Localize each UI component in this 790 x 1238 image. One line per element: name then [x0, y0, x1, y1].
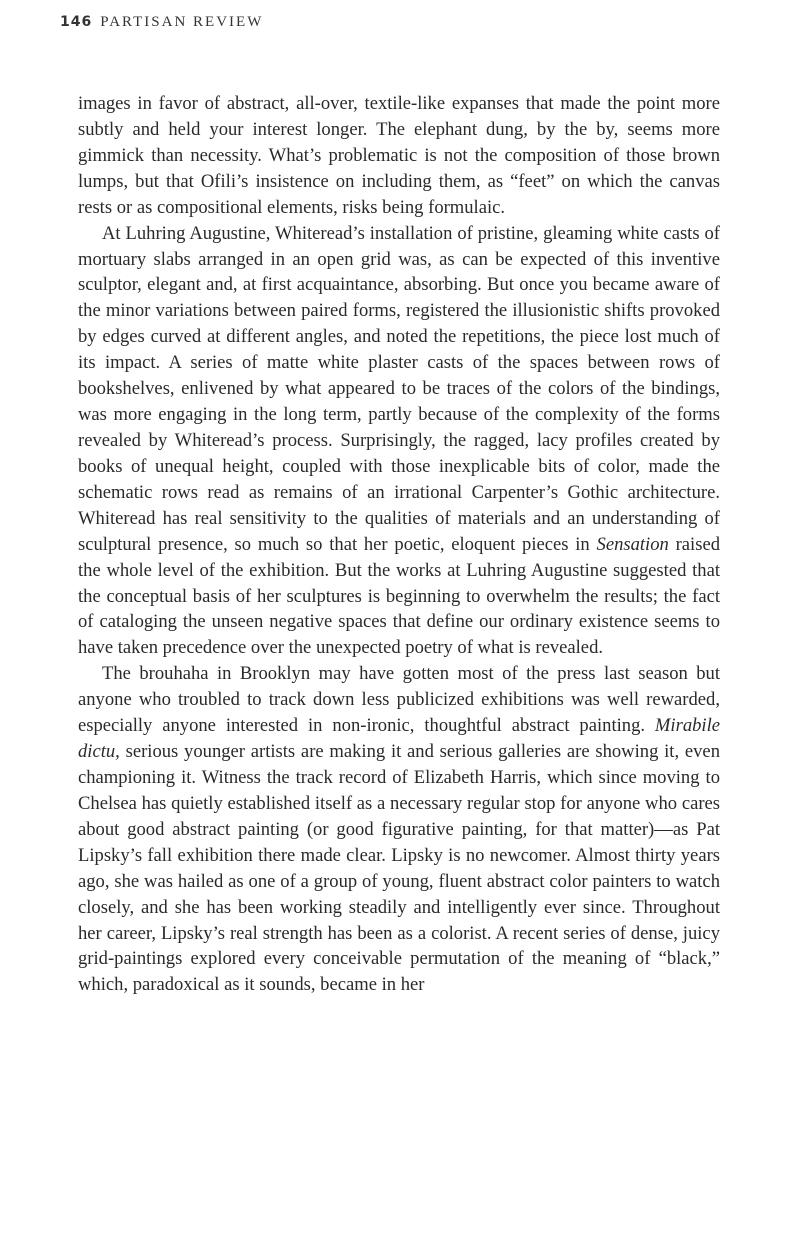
paragraph-2	[78, 221, 720, 662]
running-head	[60, 14, 263, 31]
article-body	[78, 91, 720, 998]
paragraph-2-part-1: At Luhring Augustine, Whiteread’s installation of pristine, gleaming white casts of mortuary slabs arranged in an open grid was, as can be expected of this inventive sculptor, elegant and, at first acquaintance, absorbing. But once you became aware of the minor variations between paired forms, registered the illusionistic shifts provoked by edges curved at different angles, and noted the repetitions, the piece lost much of its impact. A series of matte white plaster casts of the spaces between rows of bookshelves, enlivened by what appeared to be traces of the colors of the bindings, was more engaging in the long term, partly because of the complexity of the forms revealed by Whiteread’s process. Surprisingly, the ragged, lacy profiles created by books of unequal height, coupled with those inexplicable bits of color, made the schematic rows read as remains of an irrational Carpenter’s Gothic architecture. Whiteread has real sensitivity to the qualities of materials and an understanding of sculptural presence, so much so that her poetic, eloquent pieces in	[78, 222, 720, 555]
journal-title: PARTISAN REVIEW	[100, 14, 264, 30]
mirabile-dictu-phrase: Mirabile dictu,	[78, 715, 720, 763]
paragraph-2-part-2: raised the whole level of the exhibition. But the works at Luhring Augustine suggested that the conceptual basis of her sculptures is beginning to overwhelm the results; the fact of cataloging the unseen negative spaces that define our ordinary existence seems to have taken precedence over the unexpected poetry of what is revealed.	[78, 533, 720, 659]
paragraph-1: images in favor of abstract, all-over, textile-like expanses that made the point more subtly and held your interest longer. The elephant dung, by the by, seems more gimmick than necessity. What’s problematic is not the composition of those brown lumps, but that Ofili’s insistence on including them, as “feet” on which the canvas rests or as compositional elements, risks being formulaic.	[78, 93, 720, 218]
paragraph-3-part-2: serious younger artists are making it and serious galleries are showing it, even championing it. Witness the track record of Elizabeth Harris, which since moving to Chelsea has quietly established itself as a necessary regular stop for anyone who cares about good abstract painting (or good figurative painting, for that matter)—as Pat Lipsky’s fall exhibition there made clear. Lipsky is no newcomer. Almost thirty years ago, she was hailed as one of a group of young, fluent abstract color painters to watch closely, and she has been working steadily and intelligently ever since. Throughout her career, Lipsky’s real strength has been as a colorist. A recent series of dense, juicy grid-paintings explored every conceivable permutation of the meaning of “black,” which, paradoxical as it sounds, became in her	[78, 741, 720, 996]
paragraph-3	[78, 661, 720, 998]
page-number: 146	[60, 14, 93, 30]
paragraph-3-part-1: The brouhaha in Brooklyn may have gotten most of the press last season but anyone who troubled to track down less publicized exhibitions was well rewarded, especially anyone interested in non-ironic, thoughtful abstract painting.	[78, 663, 720, 737]
sensation-title: Sensation	[596, 533, 669, 555]
